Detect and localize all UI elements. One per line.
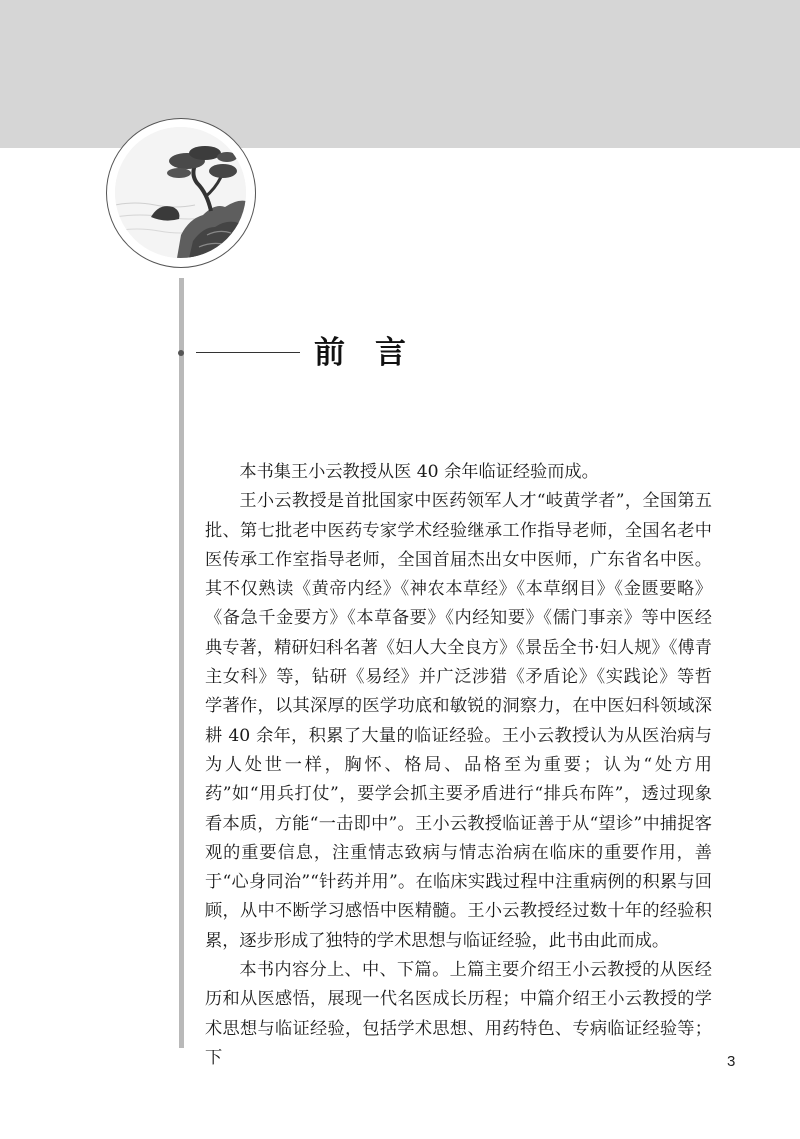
paragraph-3: 本书内容分上、中、下篇。上篇主要介绍王小云教授的从医经历和从医感悟，展现一代名医成长历程；中篇介绍王小云教授的学术思想与临证经验，包括学术思想、用药特色、专病临证经验等；下 — [205, 960, 712, 1068]
paragraph-1: 本书集王小云教授从医 40 余年临证经验而成。 — [239, 462, 599, 482]
preface-body — [205, 458, 712, 1073]
paragraph-2: 王小云教授是首批国家中医药领军人才“岐黄学者”，全国第五批、第七批老中医药专家学术经验继承工作指导老师，全国名老中医传承工作室指导老师，全国首届杰出女中医师，广东省名中医。其不仅熟读《黄帝内经》《神农本草经》《本草纲目》《金匮要略》《备急千金要方》《本草备要》《内经知要》《儒门事亲》等中医经典专著，精研妇科名著《妇人大全良方》《景岳全书·妇人规》《傅青主女科》等，钻研《易经》并广泛涉猎《矛盾论》《实践论》等哲学著作，以其深厚的医学功底和敏锐的洞察力，在中医妇科领域深耕 40 余年，积累了大量的临证经验。王小云教授认为从医治病与为人处世一样，胸怀、格局、品格至为重要；认为“处方用药”如“用兵打仗”，要学会抓主要矛盾进行“排兵布阵”，透过现象看本质，方能“一击即中”。王小云教授临证善于从“望诊”中捕捉客观的重要信息，注重情志致病与情志治病在临床的重要作用，善于“心身同治”“针药并用”。在临床实践过程中注重病例的积累与回顾，从中不断学习感悟中医精髓。王小云教授经过数十年的经验积累，逐步形成了独特的学术思想与临证经验，此书由此而成。 — [205, 491, 712, 951]
chapter-medallion — [106, 118, 256, 268]
page-title: 前言 — [314, 335, 436, 371]
margin-bar — [179, 278, 184, 1048]
page-number: 3 — [727, 1053, 736, 1070]
landscape-pine-rock-icon — [115, 127, 246, 258]
title-rule — [196, 352, 300, 353]
header-band — [0, 0, 800, 148]
title-dot — [178, 350, 184, 356]
